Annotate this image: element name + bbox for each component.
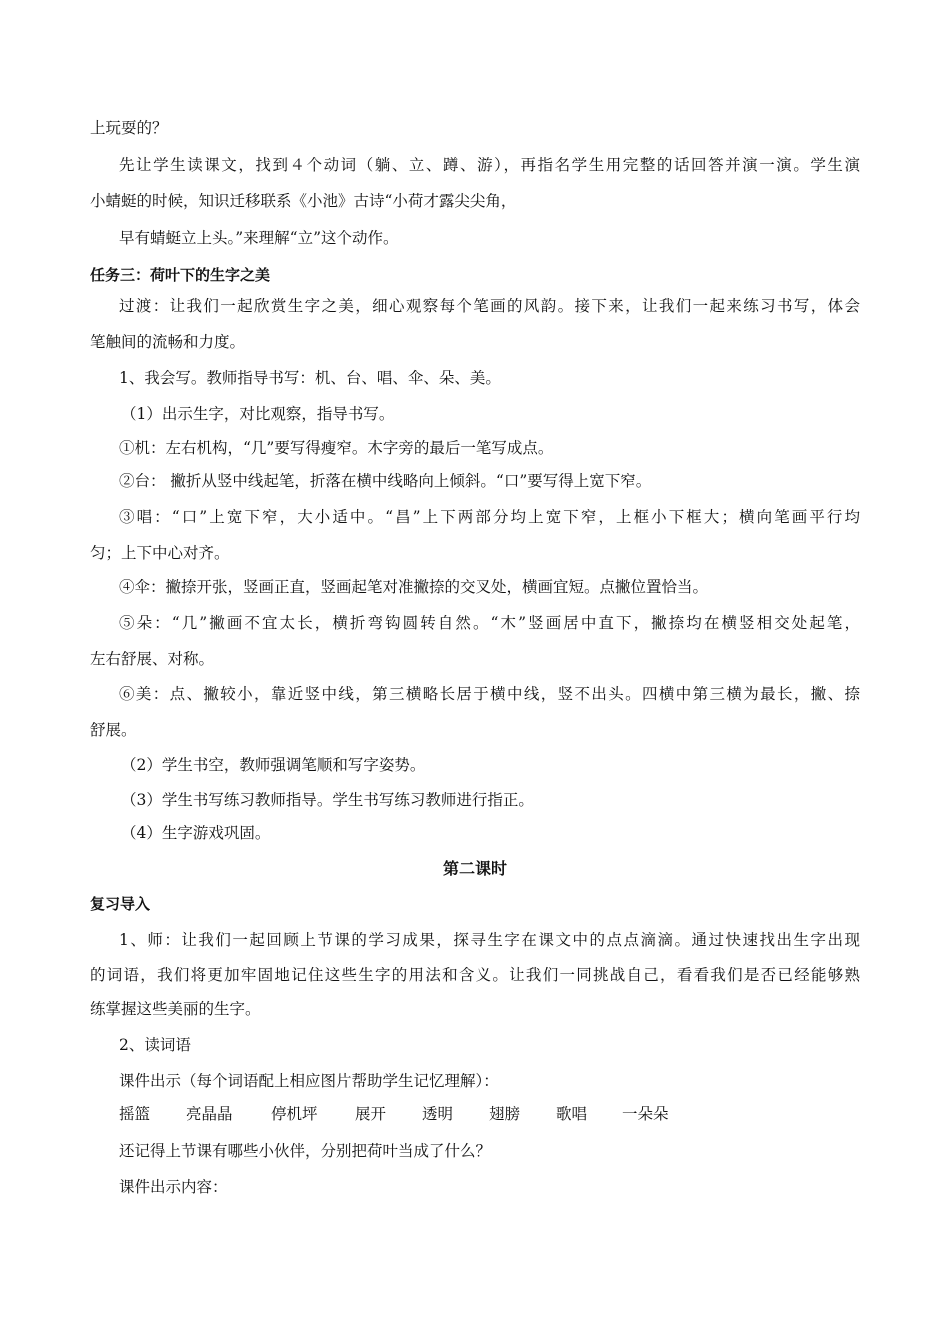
text-line: （2）学生书空，教师强调笔顺和写字姿势。 (121, 756, 426, 774)
text-line: 先让学生读课文，找到４个动词（躺、立、蹲、游），再指名学生用完整的话回答并演一演。学生演 (119, 156, 860, 174)
text-line: 1、师：让我们一起回顾上节课的学习成果，探寻生字在课文中的点点滴滴。通过快速找出生字出现 (119, 931, 860, 949)
text-line: 笔触间的流畅和力度。 (90, 333, 246, 351)
text-line: 左右舒展、对称。 (90, 650, 215, 668)
text-line: ②台： 撇折从竖中线起笔，折落在横中线略向上倾斜。“口”要写得上宽下窄。 (119, 472, 652, 490)
vocab-word: 一朵朵 (622, 1105, 669, 1123)
lesson-title: 第二课时 (442, 859, 507, 878)
text-line: 过渡：让我们一起欣赏生字之美，细心观察每个笔画的风韵。接下来，让我们一起来练习书写，体会 (119, 297, 860, 315)
vocabulary-list (0, 1104, 950, 1124)
text-line: ④伞：撇捺开张，竖画正直，竖画起笔对准撇捺的交叉处，横画宜短。点撇位置恰当。 (119, 578, 709, 596)
text-line: 小蜻蜓的时候，知识迁移联系《小池》古诗“小荷才露尖尖角， (90, 192, 517, 210)
section-heading: 复习导入 (90, 895, 151, 913)
vocab-word: 翅膀 (489, 1105, 521, 1123)
text-line: 2、读词语 (119, 1036, 191, 1054)
text-line: ③唱：“口”上宽下窄，大小适中。“昌”上下两部分均上宽下窄，上框小下框大；横向笔画平行均 (119, 508, 860, 526)
text-line: 舒展。 (90, 721, 137, 739)
text-line: 的词语，我们将更加牢固地记住这些生字的用法和含义。让我们一同挑战自己，看看我们是否已经能够熟 (90, 966, 860, 984)
vocab-word: 停机坪 (271, 1105, 318, 1123)
vocab-word: 透明 (422, 1105, 454, 1123)
vocab-word: 摇篮 (119, 1105, 151, 1123)
text-line: ⑥美：点、撇较小，靠近竖中线，第三横略长居于横中线，竖不出头。四横中第三横为最长，撇、捺 (119, 685, 860, 703)
text-line: 1、我会写。教师指导书写：机、台、唱、伞、朵、美。 (119, 369, 501, 387)
vocab-word: 亮晶晶 (186, 1105, 233, 1123)
text-line: 还记得上节课有哪些小伙伴，分别把荷叶当成了什么？ (119, 1142, 492, 1160)
vocab-word: 歌唱 (556, 1105, 588, 1123)
text-line: ⑤朵：“几”撇画不宜太长，横折弯钩圆转自然。“木”竖画居中直下，撇捺均在横竖相交处起笔， (119, 614, 860, 632)
text-line: （4）生字游戏巩固。 (121, 824, 271, 842)
vocab-word: 展开 (355, 1105, 387, 1123)
text-line: 课件出示（每个词语配上相应图片帮助学生记忆理解）： (119, 1072, 499, 1090)
text-line: （3）学生书写练习教师指导。学生书写练习教师进行指正。 (121, 791, 534, 809)
text-line: 匀；上下中心对齐。 (90, 544, 230, 562)
text-line: 练掌握这些美丽的生字。 (90, 1000, 261, 1018)
text-line: ①机：左右机构，“几”要写得瘦窄。木字旁的最后一笔写成点。 (119, 439, 554, 457)
text-line: （1）出示生字，对比观察，指导书写。 (121, 405, 395, 423)
text-line: 上玩耍的？ (90, 119, 168, 137)
text-line: 早有蜻蜓立上头。”来理解“立”这个动作。 (119, 229, 399, 247)
text-line: 课件出示内容： (119, 1178, 228, 1196)
section-heading: 任务三：荷叶下的生字之美 (90, 266, 271, 284)
